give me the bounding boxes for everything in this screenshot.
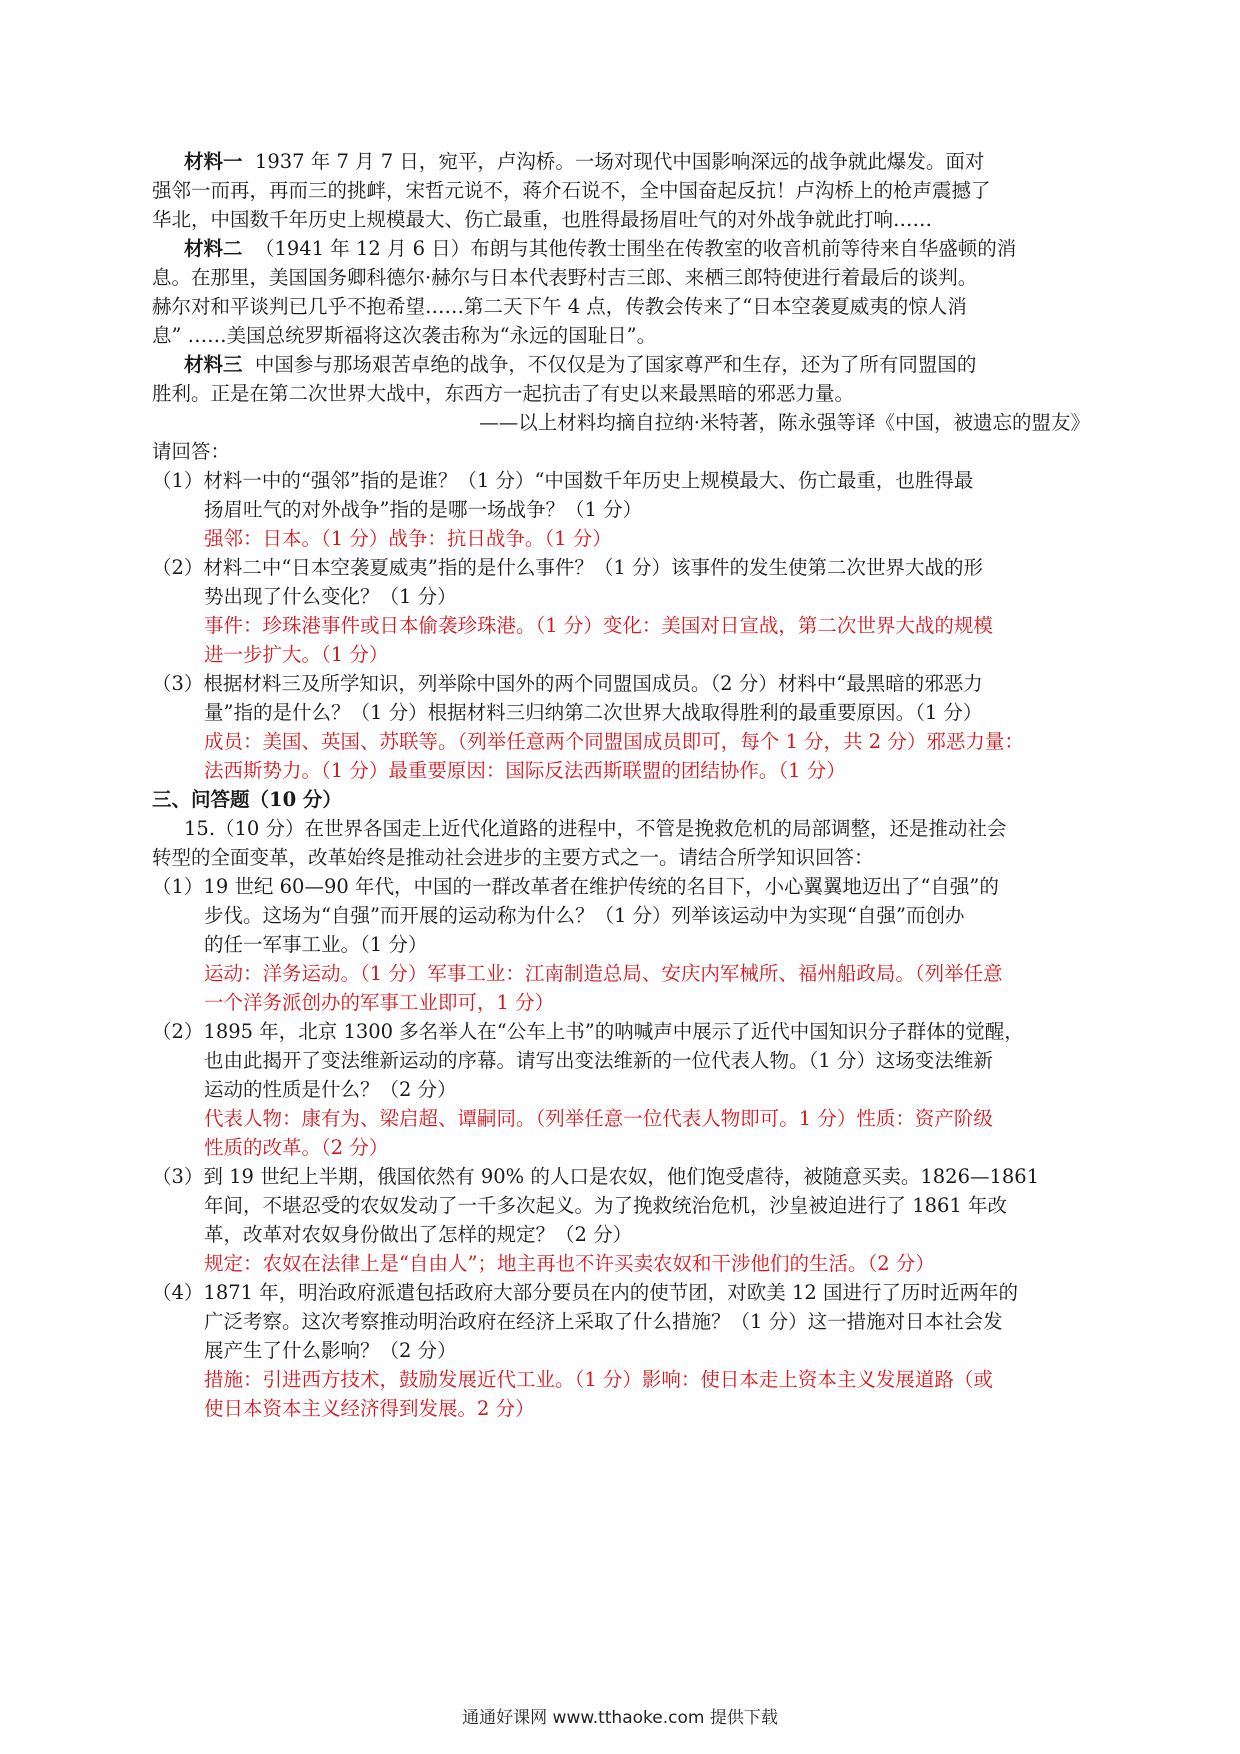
material-2-line-2: 息。在那里，美国国务卿科德尔·赫尔与日本代表野村吉三郎、来栖三郎特使进行着最后的谈判。	[152, 266, 978, 289]
q14-1-answer-1: 强邻：日本。（1 分）战争：抗日战争。（1 分）	[204, 527, 612, 550]
q14-3-answer-2: 法西斯势力。（1 分）最重要原因：国际反法西斯联盟的团结协作。（1 分）	[204, 759, 846, 782]
material-2-line-1	[184, 233, 1090, 265]
q14-3-line-2: 量”指的是什么？（1 分）根据材料三归纳第二次世界大战取得胜利的最重要原因。（1 分）	[204, 701, 983, 724]
q15-3-text-1: 到 19 世纪上半期，俄国依然有 90% 的人口是农奴，他们饱受虐待，被随意买卖。1826—1861	[203, 1165, 1040, 1188]
q14-2-line-2: 势出现了什么变化？（1 分）	[204, 585, 457, 608]
q14-2-line-1	[152, 552, 1090, 584]
q14-3-line-1	[152, 668, 1090, 700]
q15-1-line-2: 步伐。这场为“自强”而开展的运动称为什么？（1 分）列举该运动中为实现“自强”而创办	[204, 904, 965, 927]
q15-3-line-2: 年间，不堪忍受的农奴发动了一千多次起义。为了挽救统治危机，沙皇被迫进行了 1861 年改	[204, 1194, 1008, 1217]
q15-1-line-3: 的任一军事工业。（1 分）	[204, 933, 428, 956]
q15-4-line-2: 广泛考察。这次考察推动明治政府在经济上采取了什么措施？（1 分）这一措施对日本社会发	[204, 1310, 1003, 1333]
q14-3-answer-1: 成员：美国、英国、苏联等。（列举任意两个同盟国成员即可，每个 1 分，共 2 分）邪恶力量：	[204, 730, 1024, 753]
material-source: ——以上材料均摘自拉纳·米特著，陈永强等译《中国，被遗忘的盟友》	[479, 411, 1090, 434]
q14-2-number: （2）	[152, 556, 204, 579]
q15-1-answer-1: 运动：洋务运动。（1 分）军事工业：江南制造总局、安庆内军械所、福州船政局。（列举任意	[204, 962, 1003, 985]
q15-3-line-3: 革，改革对农奴身份做出了怎样的规定？（2 分）	[204, 1223, 633, 1246]
q15-4-line-3: 展产生了什么影响？（2 分）	[204, 1339, 457, 1362]
q15-2-number: （2）	[152, 1020, 204, 1043]
q15-2-line-3: 运动的性质是什么？（2 分）	[204, 1078, 457, 1101]
material-1-line-2: 强邻一而再，再而三的挑衅，宋哲元说不，蒋介石说不，全中国奋起反抗！卢沟桥上的枪声震撼了	[152, 179, 991, 202]
material-1-line-3: 华北，中国数千年历史上规模最大、伤亡最重，也胜得最扬眉吐气的对外战争就此打响……	[152, 208, 933, 231]
section-3-heading: 三、问答题（10 分）	[152, 788, 342, 811]
material-3-label: 材料三	[184, 353, 243, 376]
q15-2-answer-1: 代表人物：康有为、梁启超、谭嗣同。（列举任意一位代表人物即可。1 分）性质：资产阶级	[204, 1107, 993, 1130]
q14-2-answer-2: 进一步扩大。（1 分）	[204, 643, 389, 666]
q14-1-line-1	[152, 465, 1090, 497]
q14-1-number: （1）	[152, 469, 204, 492]
q14-2-text-1: 材料二中“日本空袭夏威夷”指的是什么事件？（1 分）该事件的发生使第二次世界大战的形	[203, 556, 983, 579]
q15-2-text-1: 1895 年，北京 1300 多名举人在“公车上书”的呐喊声中展示了近代中国知识分子群体的觉醒，	[203, 1020, 1024, 1043]
q15-3-number: （3）	[152, 1165, 204, 1188]
q15-1-answer-2: 一个洋务派创办的军事工业即可，1 分）	[204, 991, 555, 1014]
q15-intro-line-2: 转型的全面变革，改革始终是推动社会进步的主要方式之一。请结合所学知识回答：	[152, 846, 874, 869]
ask-prompt: 请回答：	[152, 440, 231, 463]
q15-4-answer-2: 使日本资本主义经济得到发展。2 分）	[204, 1397, 535, 1420]
material-2-line-3: 赫尔对和平谈判已几乎不抱希望……第二天下午 4 点，传教会传来了“日本空袭夏威夷的惊人消	[152, 295, 967, 318]
q15-4-line-1	[152, 1277, 1090, 1309]
material-2-label: 材料二	[184, 237, 243, 260]
q15-1-line-1	[152, 871, 1090, 903]
q14-1-line-2: 扬眉吐气的对外战争”指的是哪一场战争？（1 分）	[204, 498, 643, 521]
q15-4-answer-1: 措施：引进西方技术，鼓励发展近代工业。（1 分）影响：使日本走上资本主义发展道路（或	[204, 1368, 993, 1391]
q15-2-answer-2: 性质的改革。（2 分）	[204, 1136, 389, 1159]
q15-intro-line-1: 15.（10 分）在世界各国走上近代化道路的进程中，不管是挽救危机的局部调整，还是推动社会	[184, 817, 1007, 840]
q15-3-line-1	[152, 1161, 1090, 1193]
material-1-label: 材料一	[184, 150, 243, 173]
q15-4-text-1: 1871 年，明治政府派遣包括政府大部分要员在内的使节团，对欧美 12 国进行了历时近两年的	[203, 1281, 1018, 1304]
material-2-line-4: 息” ……美国总统罗斯福将这次袭击称为“永远的国耻日”。	[152, 324, 657, 347]
q14-3-text-1: 根据材料三及所学知识，列举除中国外的两个同盟国成员。（2 分）材料中“最黑暗的邪恶力	[203, 672, 983, 695]
material-3-text-1: 中国参与那场艰苦卓绝的战争，不仅仅是为了国家尊严和生存，还为了所有同盟国的	[254, 353, 977, 376]
q14-3-number: （3）	[152, 672, 204, 695]
q15-2-line-2: 也由此揭开了变法维新运动的序幕。请写出变法维新的一位代表人物。（1 分）这场变法维新	[204, 1049, 993, 1072]
material-2-text-1: （1941 年 12 月 6 日）布朗与其他传教士围坐在传教室的收音机前等待来自华盛顿的消	[254, 237, 1017, 260]
q15-2-line-1	[152, 1016, 1090, 1048]
material-3-line-1	[184, 349, 1090, 381]
material-3-line-2: 胜利。正是在第二次世界大战中，东西方一起抗击了有史以来最黑暗的邪恶力量。	[152, 382, 855, 405]
q14-2-answer-1: 事件：珍珠港事件或日本偷袭珍珠港。（1 分）变化：美国对日宣战，第二次世界大战的规模	[204, 614, 993, 637]
material-1-line-1	[184, 146, 1090, 178]
q15-3-answer-1: 规定：农奴在法律上是“自由人”；地主再也不许买卖农奴和干涉他们的生活。（2 分）	[204, 1252, 935, 1275]
q15-1-number: （1）	[152, 875, 204, 898]
q14-1-text-1: 材料一中的“强邻”指的是谁？（1 分）“中国数千年历史上规模最大、伤亡最重，也胜得最	[203, 469, 974, 492]
q15-4-number: （4）	[152, 1281, 204, 1304]
q15-1-text-1: 19 世纪 60—90 年代，中国的一群改革者在维护传统的名目下，小心翼翼地迈出了“自强”的	[203, 875, 999, 898]
material-1-text-1: 1937 年 7 月 7 日，宛平，卢沟桥。一场对现代中国影响深远的战争就此爆发。面对	[254, 150, 985, 173]
footer-download-note: 通通好课网 www.tthaoke.com 提供下载	[462, 1708, 778, 1728]
